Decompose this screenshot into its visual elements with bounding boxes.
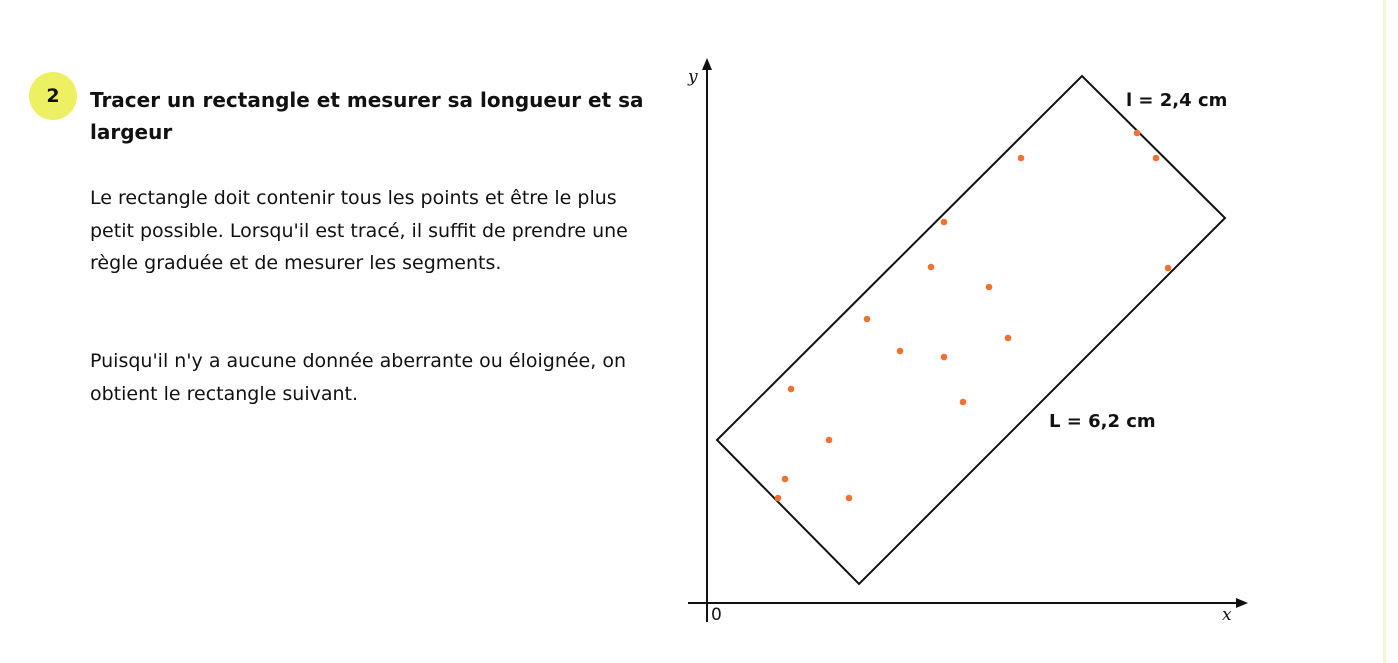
data-point bbox=[846, 495, 853, 502]
step-number: 2 bbox=[46, 85, 60, 107]
data-point bbox=[864, 316, 871, 323]
data-point bbox=[782, 476, 789, 483]
data-point bbox=[941, 219, 948, 226]
data-point bbox=[1165, 265, 1172, 272]
x-axis-arrow bbox=[1236, 598, 1248, 608]
data-point bbox=[788, 386, 795, 393]
y-axis-label: y bbox=[688, 67, 698, 87]
data-point bbox=[960, 399, 967, 406]
bounding-rectangle bbox=[717, 76, 1228, 584]
explanation-paragraph-2: Puisqu'il n'y a aucune donnée aberrante ou éloignée, on obtient le rectangle suivant. bbox=[90, 350, 626, 405]
data-point bbox=[826, 437, 833, 444]
width-label: l = 2,4 cm bbox=[1126, 90, 1228, 111]
origin-label: 0 bbox=[711, 605, 722, 625]
data-point bbox=[1005, 335, 1012, 342]
data-point bbox=[897, 348, 904, 355]
data-point bbox=[928, 264, 935, 271]
data-point bbox=[775, 495, 782, 502]
x-axis-label: x bbox=[1222, 605, 1232, 625]
explanation-paragraph-1: Le rectangle doit contenir tous les points et être le plus petit possible. Lorsqu'il est tracé, il suffit de prendre une règle graduée et de mesurer les segments. bbox=[90, 187, 628, 274]
length-label: L = 6,2 cm bbox=[1049, 411, 1156, 432]
step-title: Tracer un rectangle et mesurer sa longueur et sa largeur bbox=[90, 88, 644, 144]
data-point bbox=[941, 354, 948, 361]
data-point bbox=[1153, 155, 1160, 162]
data-point bbox=[1018, 155, 1025, 162]
y-axis-arrow bbox=[702, 58, 712, 70]
data-point bbox=[986, 284, 993, 291]
data-point bbox=[1134, 130, 1141, 137]
